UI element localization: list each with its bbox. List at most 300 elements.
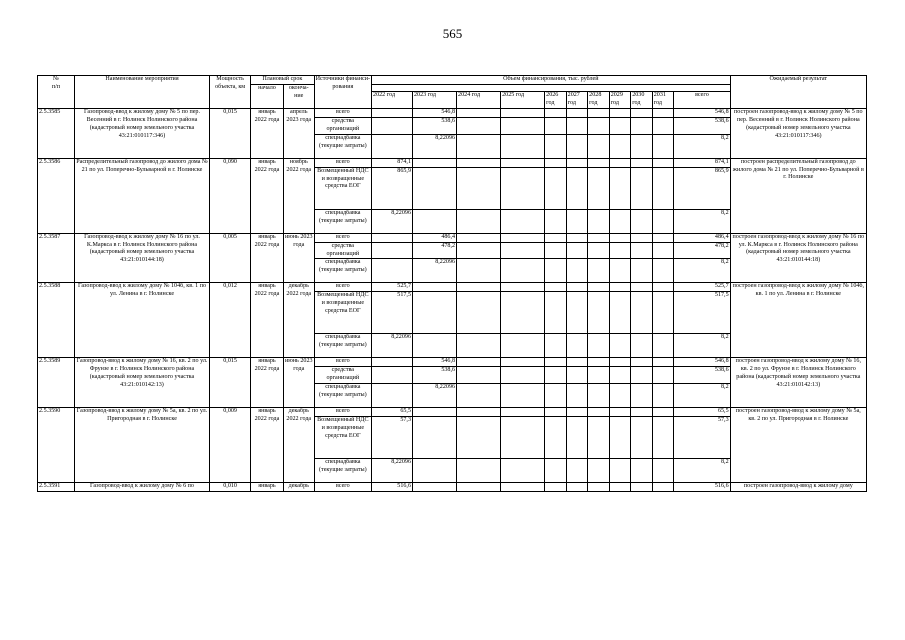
measure-name: Газопровод-ввод к жилому дому № 16, кв. 2 по ул. Фрунзе в г. Нолинск Нолинского района (кадастровый номер земельного участка 43:21:010142:13) — [74, 358, 209, 408]
header-year: 2030 год — [631, 91, 653, 108]
value-empty — [545, 158, 567, 167]
expected-result: построен газопровод-ввод к жилому дому № 104б, кв. 1 по ул. Ленина в г. Нолинске — [730, 283, 866, 358]
measure-name: Газопровод-ввод к жилому дому № 104б, кв. 1 по ул. Ленина в г. Нолинске — [74, 283, 209, 358]
value-empty — [609, 108, 631, 117]
value-total: 865,9 — [674, 167, 730, 209]
start-date: январь 2022 года — [251, 358, 284, 408]
value-empty — [457, 417, 501, 459]
value-total: 8,2 — [674, 459, 730, 483]
row-number: 2.5.3587 — [38, 233, 75, 283]
value-2023 — [413, 483, 457, 492]
header-start: начало — [251, 84, 284, 108]
value-empty — [631, 334, 653, 358]
header-year: 2022 год — [372, 91, 413, 108]
value-empty — [609, 417, 631, 459]
value-empty — [501, 408, 545, 417]
value-empty — [652, 334, 674, 358]
end-date: июнь 2023 года — [283, 358, 314, 408]
table-row — [38, 283, 867, 292]
value-empty — [501, 283, 545, 292]
header-year: 2028 год — [588, 91, 610, 108]
value-total: 65,5 — [674, 408, 730, 417]
value-empty — [652, 167, 674, 209]
value-empty — [631, 158, 653, 167]
value-empty — [609, 367, 631, 384]
value-empty — [566, 259, 588, 283]
row-number: 2.5.3586 — [38, 158, 75, 233]
value-empty — [545, 242, 567, 259]
value-2022: 874,1 — [372, 158, 413, 167]
value-empty — [631, 408, 653, 417]
value-empty — [566, 483, 588, 492]
header-source: Источники финанси-рования — [314, 76, 371, 109]
value-empty — [566, 158, 588, 167]
header-year: 2023 год — [413, 91, 457, 108]
header-term: Плановый срок — [251, 76, 315, 85]
funding-source: всего — [314, 483, 371, 492]
value-empty — [652, 358, 674, 367]
value-empty — [588, 334, 610, 358]
value-total: 538,6 — [674, 367, 730, 384]
header-result: Ожидаемый результат — [730, 76, 866, 109]
value-empty — [566, 459, 588, 483]
table-row — [38, 483, 867, 492]
value-empty — [501, 483, 545, 492]
value-empty — [457, 108, 501, 117]
value-empty — [566, 117, 588, 134]
value-2023: 538,6 — [413, 117, 457, 134]
value-empty — [609, 358, 631, 367]
value-2022: 517,5 — [372, 292, 413, 334]
value-empty — [588, 417, 610, 459]
value-empty — [501, 108, 545, 117]
value-total: 486,4 — [674, 233, 730, 242]
value-empty — [631, 134, 653, 158]
value-2023 — [413, 209, 457, 233]
value-2023: 486,4 — [413, 233, 457, 242]
funding-source: средства организаций — [314, 117, 371, 134]
row-number: 2.5.3591 — [38, 483, 75, 492]
value-total: 525,7 — [674, 283, 730, 292]
value-empty — [566, 167, 588, 209]
value-2022: 865,9 — [372, 167, 413, 209]
capacity-value: 0,010 — [210, 483, 251, 492]
capacity-value: 0,015 — [210, 108, 251, 158]
start-date: январь 2022 года — [251, 233, 284, 283]
value-empty — [566, 134, 588, 158]
header-year: всего — [674, 91, 730, 108]
value-empty — [588, 242, 610, 259]
value-empty — [566, 292, 588, 334]
table-row — [38, 158, 867, 167]
value-empty — [545, 209, 567, 233]
value-empty — [501, 459, 545, 483]
funding-source: всего — [314, 233, 371, 242]
value-empty — [545, 459, 567, 483]
row-number: 2.5.3588 — [38, 283, 75, 358]
value-2022 — [372, 134, 413, 158]
funding-source: средства организаций — [314, 367, 371, 384]
value-empty — [609, 134, 631, 158]
funding-source: всего — [314, 158, 371, 167]
value-total: 478,2 — [674, 242, 730, 259]
header-year: 2026 год — [545, 91, 567, 108]
value-empty — [588, 117, 610, 134]
value-empty — [457, 292, 501, 334]
value-2023: 546,8 — [413, 108, 457, 117]
value-2023: 8,22096 — [413, 259, 457, 283]
value-empty — [545, 292, 567, 334]
header-capacity: Мощность объекта, км — [210, 76, 251, 109]
value-empty — [457, 459, 501, 483]
value-empty — [545, 334, 567, 358]
value-empty — [501, 384, 545, 408]
value-empty — [631, 242, 653, 259]
measure-name: Газопровод-ввод к жилому дому № 16 по ул. К.Маркса в г. Нолинск Нолинского района (кадастровый номер земельного участка 43:21:010144:18) — [74, 233, 209, 283]
value-total: 517,5 — [674, 292, 730, 334]
value-empty — [652, 209, 674, 233]
funding-source: всего — [314, 283, 371, 292]
value-2023: 8,22096 — [413, 134, 457, 158]
value-empty — [566, 334, 588, 358]
value-empty — [609, 233, 631, 242]
funding-source: средства организаций — [314, 242, 371, 259]
value-empty — [588, 367, 610, 384]
value-empty — [545, 417, 567, 459]
value-empty — [652, 117, 674, 134]
value-empty — [652, 134, 674, 158]
value-total: 546,8 — [674, 358, 730, 367]
value-total: 546,8 — [674, 108, 730, 117]
value-empty — [457, 367, 501, 384]
expected-result: построен распределительный газопровод до жилого дома № 21 по ул. Поперечно-Бульварной в г. Нолинске — [730, 158, 866, 233]
value-empty — [609, 158, 631, 167]
value-empty — [457, 358, 501, 367]
value-empty — [652, 158, 674, 167]
value-empty — [457, 483, 501, 492]
value-empty — [609, 242, 631, 259]
value-total: 874,1 — [674, 158, 730, 167]
expected-result: построен газопровод-ввод к жилому дому № 5 по пер. Весенний в г. Нолинск Нолинского района (кадастровый номер земельного участка 43:21:010117:346) — [730, 108, 866, 158]
value-empty — [588, 358, 610, 367]
value-empty — [457, 242, 501, 259]
header-year: 2029 год — [609, 91, 631, 108]
funding-source: спецнадбавка (текущие затраты) — [314, 384, 371, 408]
value-empty — [631, 209, 653, 233]
value-empty — [652, 483, 674, 492]
value-empty — [501, 367, 545, 384]
capacity-value: 0,015 — [210, 358, 251, 408]
value-empty — [631, 459, 653, 483]
value-empty — [588, 483, 610, 492]
measure-name: Распределительный газопровод до жилого дома № 21 по ул. Поперечно-Бульварной в г. Нолинске — [74, 158, 209, 233]
header-year: 2031 год — [652, 91, 674, 108]
value-empty — [631, 233, 653, 242]
value-empty — [457, 384, 501, 408]
value-empty — [501, 158, 545, 167]
start-date: январь 2022 года — [251, 158, 284, 233]
value-empty — [566, 367, 588, 384]
value-empty — [631, 117, 653, 134]
value-empty — [588, 283, 610, 292]
value-empty — [631, 483, 653, 492]
value-empty — [588, 108, 610, 117]
value-empty — [652, 384, 674, 408]
value-empty — [631, 367, 653, 384]
value-empty — [588, 459, 610, 483]
value-empty — [631, 292, 653, 334]
value-2022 — [372, 233, 413, 242]
value-2023: 478,2 — [413, 242, 457, 259]
funding-source: всего — [314, 108, 371, 117]
header-year: 2024 год — [457, 91, 501, 108]
funding-source: всего — [314, 358, 371, 367]
value-empty — [588, 158, 610, 167]
value-empty — [609, 292, 631, 334]
value-empty — [566, 358, 588, 367]
capacity-value: 0,090 — [210, 158, 251, 233]
value-2022: 8,22096 — [372, 459, 413, 483]
value-empty — [652, 108, 674, 117]
value-empty — [545, 134, 567, 158]
value-empty — [631, 167, 653, 209]
header-year: 2025 год — [501, 91, 545, 108]
expected-result: построен газопровод-ввод к жилому дому — [730, 483, 866, 492]
value-empty — [501, 209, 545, 233]
value-total: 538,6 — [674, 117, 730, 134]
end-date: декабрь 2022 года — [283, 283, 314, 358]
funding-source: спецнадбавка (текущие затраты) — [314, 209, 371, 233]
value-empty — [457, 233, 501, 242]
value-empty — [566, 408, 588, 417]
value-2022 — [372, 358, 413, 367]
value-2022: 516,6 — [372, 483, 413, 492]
value-total: 516,6 — [674, 483, 730, 492]
value-2023 — [413, 292, 457, 334]
expected-result: построен газопровод-ввод к жилому дому № 16, кв. 2 по ул. Фрунзе в г. Нолинск Нолинского района (кадастровый номер земельного участка 43:21:010142:13) — [730, 358, 866, 408]
value-empty — [652, 408, 674, 417]
value-empty — [501, 292, 545, 334]
value-2023 — [413, 417, 457, 459]
funding-source: спецнадбавка (текущие затраты) — [314, 259, 371, 283]
header-name: Наименование мероприятия — [74, 76, 209, 109]
value-empty — [652, 283, 674, 292]
value-empty — [501, 117, 545, 134]
value-empty — [609, 334, 631, 358]
table-row — [38, 358, 867, 367]
value-empty — [652, 459, 674, 483]
value-2022: 8,22096 — [372, 209, 413, 233]
value-empty — [609, 459, 631, 483]
value-empty — [631, 108, 653, 117]
start-date: январь 2022 года — [251, 408, 284, 483]
value-2023 — [413, 167, 457, 209]
header-volume: Объем финансирования, тыс. рублей — [372, 76, 731, 85]
value-empty — [566, 417, 588, 459]
value-empty — [545, 259, 567, 283]
value-empty — [545, 117, 567, 134]
value-empty — [457, 283, 501, 292]
value-empty — [545, 233, 567, 242]
value-empty — [457, 158, 501, 167]
header-num: № п/п — [38, 76, 75, 109]
value-empty — [566, 209, 588, 233]
value-empty — [566, 242, 588, 259]
end-date: декабрь — [283, 483, 314, 492]
end-date: ноябрь 2022 года — [283, 158, 314, 233]
value-2023 — [413, 459, 457, 483]
value-2023: 546,8 — [413, 358, 457, 367]
value-empty — [609, 408, 631, 417]
funding-source: Возмещенный НДС и возвращенные средства ЕОГ — [314, 417, 371, 459]
value-empty — [457, 167, 501, 209]
funding-source: всего — [314, 408, 371, 417]
value-empty — [588, 259, 610, 283]
header-spacer — [372, 84, 731, 91]
value-empty — [609, 167, 631, 209]
value-empty — [609, 259, 631, 283]
value-2022: 57,3 — [372, 417, 413, 459]
value-empty — [652, 417, 674, 459]
value-empty — [501, 358, 545, 367]
funding-source: спецнадбавка (текущие затраты) — [314, 459, 371, 483]
funding-source: спецнадбавка (текущие затраты) — [314, 334, 371, 358]
value-empty — [501, 167, 545, 209]
value-2023 — [413, 334, 457, 358]
measure-name: Газопровод-ввод к жилому дому № 6 по — [74, 483, 209, 492]
value-empty — [545, 408, 567, 417]
value-empty — [588, 209, 610, 233]
value-empty — [545, 367, 567, 384]
value-empty — [566, 233, 588, 242]
table-row — [38, 408, 867, 417]
end-date: декабрь 2022 года — [283, 408, 314, 483]
header-row — [38, 76, 867, 85]
value-empty — [631, 417, 653, 459]
value-2022 — [372, 384, 413, 408]
value-empty — [501, 242, 545, 259]
value-2022: 65,5 — [372, 408, 413, 417]
value-empty — [457, 408, 501, 417]
value-empty — [609, 209, 631, 233]
value-empty — [588, 408, 610, 417]
value-empty — [588, 292, 610, 334]
start-date: январь — [251, 483, 284, 492]
value-empty — [652, 259, 674, 283]
measure-name: Газопровод-ввод к жилому дому № 5а, кв. 2 по ул. Пригородная в г. Нолинске — [74, 408, 209, 483]
value-empty — [588, 134, 610, 158]
start-date: январь 2022 года — [251, 283, 284, 358]
value-empty — [501, 233, 545, 242]
value-empty — [501, 134, 545, 158]
value-total: 57,3 — [674, 417, 730, 459]
start-date: январь 2022 года — [251, 108, 284, 158]
value-empty — [457, 334, 501, 358]
end-date: июнь 2023 года — [283, 233, 314, 283]
funding-source: спецнадбавка (текущие затраты) — [314, 134, 371, 158]
value-empty — [545, 483, 567, 492]
value-empty — [631, 283, 653, 292]
value-empty — [609, 483, 631, 492]
value-empty — [631, 384, 653, 408]
value-empty — [566, 384, 588, 408]
value-empty — [545, 283, 567, 292]
value-empty — [609, 117, 631, 134]
value-empty — [457, 134, 501, 158]
value-total: 8,2 — [674, 334, 730, 358]
value-empty — [588, 233, 610, 242]
page-number: 565 — [442, 26, 463, 41]
value-2022: 8,22096 — [372, 334, 413, 358]
value-2022: 525,7 — [372, 283, 413, 292]
value-empty — [501, 334, 545, 358]
value-empty — [545, 167, 567, 209]
value-empty — [631, 358, 653, 367]
value-2022 — [372, 108, 413, 117]
value-2023 — [413, 408, 457, 417]
header-end: оконча-ние — [283, 84, 314, 108]
table-row — [38, 108, 867, 117]
measure-name: Газопровод-ввод к жилому дому № 5 по пер. Весенний в г. Нолинск Нолинского района (кадастровый номер земельного участка 43:21:010117:346) — [74, 108, 209, 158]
header-year: 2027 год — [566, 91, 588, 108]
value-2023: 8,22096 — [413, 384, 457, 408]
value-empty — [652, 292, 674, 334]
value-total: 8,2 — [674, 209, 730, 233]
value-2022 — [372, 259, 413, 283]
value-total: 8,2 — [674, 134, 730, 158]
funding-source: Возмещенный НДС и возвращенные средства ЕОГ — [314, 292, 371, 334]
capacity-value: 0,009 — [210, 408, 251, 483]
row-number: 2.5.3590 — [38, 408, 75, 483]
value-empty — [545, 384, 567, 408]
expected-result: построен газопровод-ввод к жилому дому № 5а, кв. 2 по ул. Пригородная в г. Нолинске — [730, 408, 866, 483]
table-row — [38, 233, 867, 242]
capacity-value: 0,012 — [210, 283, 251, 358]
value-empty — [457, 209, 501, 233]
value-empty — [457, 259, 501, 283]
value-empty — [588, 167, 610, 209]
capacity-value: 0,005 — [210, 233, 251, 283]
row-number: 2.5.3589 — [38, 358, 75, 408]
value-empty — [501, 259, 545, 283]
value-empty — [588, 384, 610, 408]
value-empty — [457, 117, 501, 134]
value-2023 — [413, 158, 457, 167]
value-empty — [631, 259, 653, 283]
value-empty — [652, 233, 674, 242]
value-empty — [566, 108, 588, 117]
expected-result: построен газопровод-ввод к жилому дому № 16 по ул. К.Маркса в г. Нолинск Нолинского района (кадастровый номер земельного участка 43:21:010144:18) — [730, 233, 866, 283]
row-number: 2.5.3585 — [38, 108, 75, 158]
value-empty — [609, 384, 631, 408]
value-empty — [501, 417, 545, 459]
value-empty — [566, 283, 588, 292]
end-date: апрель 2023 года — [283, 108, 314, 158]
value-total: 8,2 — [674, 384, 730, 408]
value-empty — [652, 242, 674, 259]
value-2022 — [372, 367, 413, 384]
financing-table — [37, 75, 867, 492]
value-empty — [545, 358, 567, 367]
value-empty — [545, 108, 567, 117]
value-2023 — [413, 283, 457, 292]
value-2023: 538,6 — [413, 367, 457, 384]
value-2022 — [372, 117, 413, 134]
value-total: 8,2 — [674, 259, 730, 283]
value-empty — [609, 283, 631, 292]
value-2022 — [372, 242, 413, 259]
funding-source: Возмещенный НДС и возвращенные средства ЕОГ — [314, 167, 371, 209]
